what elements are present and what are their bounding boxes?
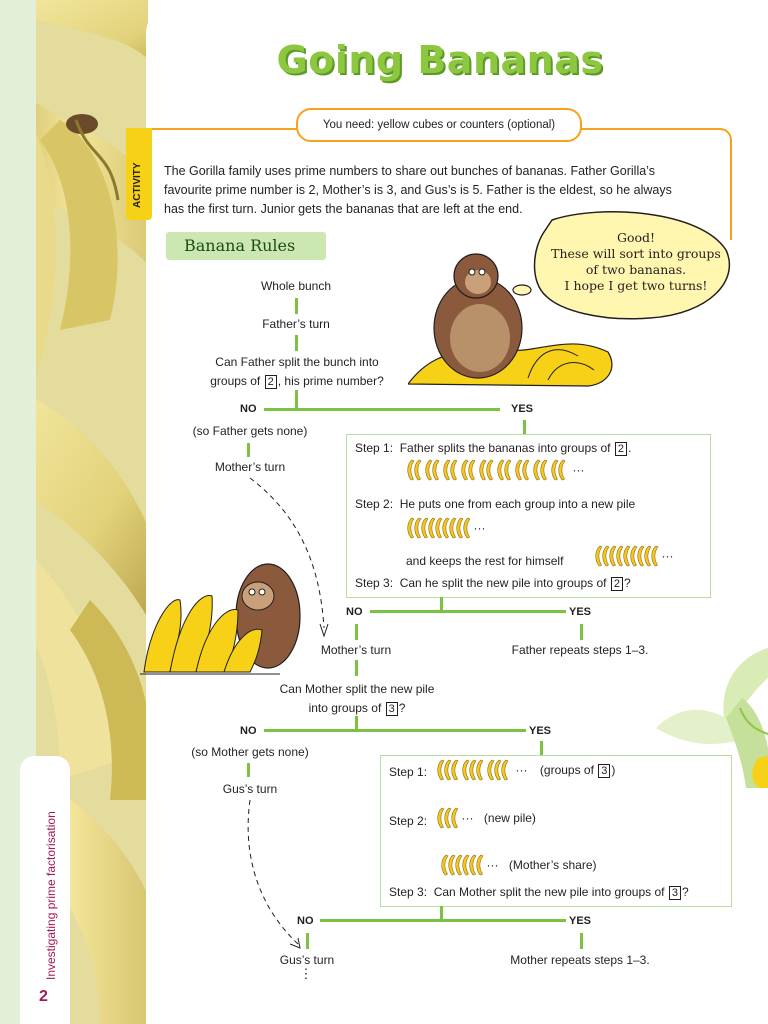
connector	[540, 741, 543, 755]
flow-father-none: (so Father gets none)	[192, 424, 308, 438]
ellipsis: ···	[486, 858, 499, 873]
banana-group	[461, 759, 482, 781]
page-title: Going Bananas	[276, 38, 604, 82]
ellipsis: ···	[461, 811, 474, 826]
rules-heading	[166, 232, 326, 260]
connector	[306, 933, 309, 949]
flow-question-father	[190, 353, 404, 391]
banana-row-mother-new-pile	[436, 807, 536, 829]
flow-no-2: NO	[346, 606, 363, 618]
dashed-arrow	[240, 798, 310, 954]
intro-line-2: favourite prime number is 2, Mother’s is 3, and Gus’s is 5. Father is the eldest, so he always	[164, 183, 672, 197]
intro-line-1: The Gorilla family uses prime numbers to share out bunches of bananas. Father Gorilla’s	[164, 164, 655, 178]
flow-mother-none: (so Mother gets none)	[191, 745, 309, 759]
banana-group	[460, 459, 474, 481]
flow-mothers-turn-2: Mother’s turn	[320, 643, 392, 657]
groups-of-text: (groups of 3 )	[539, 763, 616, 778]
banana-icon	[500, 759, 509, 781]
flow-whole-bunch: Whole bunch	[260, 279, 332, 293]
mothers-share-text: (Mother’s share)	[508, 858, 597, 873]
flow-yes-3: YES	[529, 725, 552, 737]
connector	[264, 408, 500, 411]
flow-yes-2: YES	[569, 606, 592, 618]
ellipsis: ···	[473, 521, 486, 536]
banana-icon	[467, 459, 476, 481]
speech-line-1: Good!	[616, 230, 656, 245]
number-box: 3	[598, 764, 610, 778]
flow-no-3: NO	[240, 725, 257, 737]
question-father-line1: Can Father split the bunch into	[215, 355, 379, 369]
box1-step3: Step 3: Can he split the new pile into groups of 2 ?	[355, 576, 631, 590]
banana-group	[496, 459, 510, 481]
connector	[295, 335, 298, 351]
banana-group	[478, 459, 492, 481]
rules-heading-text: Banana Rules	[184, 236, 296, 255]
question-mother-line1: Can Mother split the new pile	[279, 682, 435, 696]
connector	[355, 716, 358, 730]
banana-row-pairs	[406, 459, 584, 481]
banana-group	[442, 459, 456, 481]
flow-yes-4: YES	[569, 915, 592, 927]
banana-row-new-pile	[406, 517, 485, 539]
box2-step3: Step 3: Can Mother split the new pile into groups of 3 ?	[389, 885, 689, 899]
banana-icon	[557, 459, 566, 481]
you-need-text: You need: yellow cubes or counters (optional)	[322, 119, 556, 131]
question-mother-line2: into groups of 3 ?	[308, 701, 406, 715]
banana-group	[406, 459, 568, 481]
number-box: 2	[265, 375, 277, 389]
connector	[580, 624, 583, 640]
new-pile-text: (new pile)	[483, 811, 536, 826]
banana-group	[406, 517, 469, 539]
flow-no-1: NO	[240, 403, 257, 415]
banana-icon	[503, 459, 512, 481]
number-box: 3	[669, 886, 681, 900]
banana-icon	[413, 459, 422, 481]
connector	[523, 420, 526, 434]
banana-icon	[431, 459, 440, 481]
speech-line-4: I hope I get two turns!	[564, 278, 708, 293]
side-tab-text: Investigating prime factorisation	[44, 811, 58, 980]
banana-group	[550, 459, 564, 481]
number-box: 2	[615, 442, 627, 456]
banana-icon	[485, 459, 494, 481]
flow-no-4: NO	[297, 915, 314, 927]
connector	[295, 390, 298, 410]
banana-icon	[475, 759, 484, 781]
flow-gus-turn-1: Gus’s turn	[222, 782, 278, 796]
banana-icon	[475, 854, 484, 876]
ellipsis: ···	[661, 549, 674, 564]
banana-icon	[521, 459, 530, 481]
banana-icon	[450, 759, 459, 781]
number-box: 2	[611, 577, 623, 591]
flow-gus-turn-2: Gus’s turn	[279, 953, 335, 967]
banana-group	[594, 545, 657, 567]
connector	[247, 763, 250, 777]
flow-yes-1: YES	[511, 403, 534, 415]
banana-icon	[462, 517, 471, 539]
flow-fathers-turn: Father’s turn	[262, 317, 330, 331]
flow-mothers-turn-1: Mother’s turn	[214, 460, 286, 474]
box1-step1: Step 1: Father splits the bananas into groups of 2 .	[355, 441, 632, 455]
speech-line-2: These will sort into groups	[551, 246, 721, 261]
connector	[295, 298, 298, 314]
ellipsis: ···	[572, 463, 585, 478]
banana-icon	[450, 807, 459, 829]
intro-line-3: has the first turn. Junior gets the bananas that are left at the end.	[164, 202, 523, 216]
you-need-box	[296, 108, 582, 142]
banana-icon	[539, 459, 548, 481]
connector	[320, 919, 566, 922]
box2-step2-label: Step 2:	[389, 814, 428, 828]
page-number: 2	[39, 988, 48, 1005]
connector	[580, 933, 583, 949]
connector	[355, 660, 358, 676]
connector	[440, 597, 443, 611]
gorilla-in-bananas-illustration	[140, 556, 310, 676]
box1-keeps: and keeps the rest for himself	[406, 554, 564, 568]
banana-row-father-share	[594, 545, 673, 567]
banana-group	[424, 459, 438, 481]
connector	[355, 624, 358, 640]
banana-leaf-illustration	[646, 638, 768, 788]
flow-mother-repeats: Mother repeats steps 1–3.	[510, 953, 650, 967]
connector	[247, 443, 250, 457]
flow-question-mother	[250, 680, 464, 718]
flow-continues-ellipsis: ⋮	[299, 966, 313, 981]
box1-step2: Step 2: He puts one from each group into a new pile	[355, 497, 636, 511]
banana-group	[406, 459, 420, 481]
speech-line-3: of two bananas.	[585, 262, 687, 277]
connector	[370, 610, 566, 613]
banana-group	[514, 459, 528, 481]
banana-group	[440, 854, 482, 876]
banana-row-mother-share	[440, 854, 597, 876]
banana-group	[436, 807, 457, 829]
box2-step1-label: Step 1:	[389, 765, 428, 779]
banana-group	[436, 759, 457, 781]
number-box: 3	[386, 702, 398, 716]
banana-icon	[449, 459, 458, 481]
activity-tab-label: ACTIVITY	[132, 162, 143, 208]
gorilla-illustration	[408, 248, 614, 390]
question-father-line2: groups of 2 , his prime number?	[210, 374, 384, 388]
banana-group	[532, 459, 546, 481]
flow-father-repeats: Father repeats steps 1–3.	[511, 643, 649, 657]
banana-group	[486, 759, 507, 781]
connector	[440, 906, 443, 920]
ellipsis: ···	[515, 763, 528, 778]
connector	[264, 729, 526, 732]
banana-icon	[650, 545, 659, 567]
banana-row-triples	[436, 759, 615, 781]
